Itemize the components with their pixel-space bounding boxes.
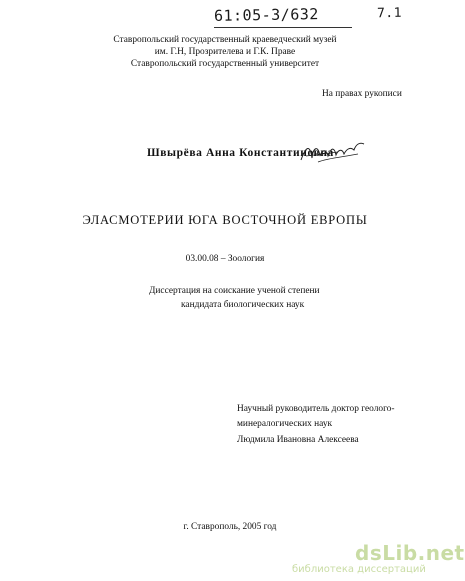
dissertation-title: ЭЛАСМОТЕРИИ ЮГА ВОСТОЧНОЙ ЕВРОПЫ (82, 213, 368, 227)
supervisor-line-3: Людмила Ивановна Алексеева (237, 435, 359, 445)
watermark-caption: библиотека диссертаций (292, 564, 426, 575)
header-line-3: Ставропольский государственный университет (130, 59, 320, 69)
author-name: Швырёва Анна Константиновна (147, 147, 334, 159)
header-line-2: им. Г.Н, Прозрителева и Г.К. Праве (154, 47, 296, 57)
watermark-logo: dsLib.net (355, 541, 465, 565)
institution-header (80, 34, 370, 70)
supervisor-line-1: Научный руководитель доктор геолого- (237, 404, 395, 414)
place-year: г. Ставрополь, 2005 год (183, 522, 277, 532)
archive-number-handwritten: 61:05-3/632 (213, 5, 319, 25)
signature-image (298, 138, 368, 166)
supervisor-line-2: минералогических наук (237, 419, 333, 429)
rights-note: На правах рукописи (322, 89, 402, 99)
degree-line-1: Диссертация на соискание ученой степени (149, 286, 320, 296)
header-line-1: Ставропольский государственный краеведческий музей (113, 35, 337, 45)
archive-underline (214, 27, 352, 28)
specialty-code: 03.00.08 – Зоология (185, 254, 265, 264)
archive-mark-handwritten: 7.1 (376, 5, 403, 22)
degree-line-2: кандидата биологических наук (181, 300, 305, 310)
